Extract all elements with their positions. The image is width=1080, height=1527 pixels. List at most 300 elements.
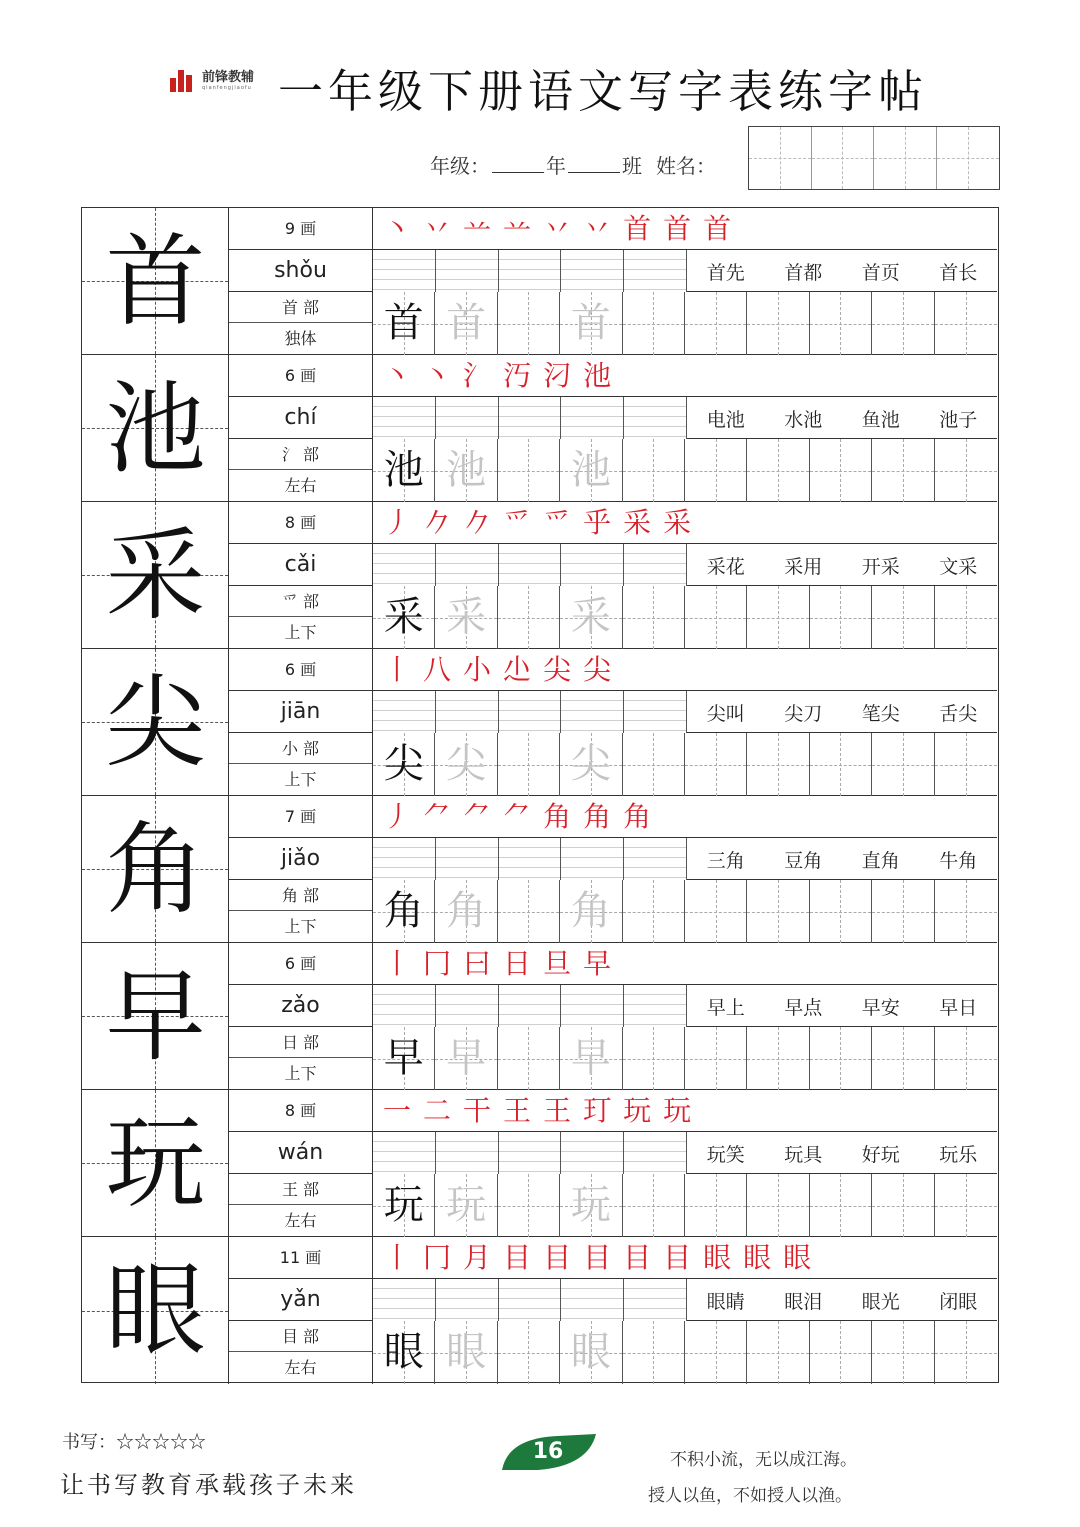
radical: 小 部: [229, 733, 372, 764]
grid-cell[interactable]: [935, 292, 997, 355]
grid-cell[interactable]: [685, 1027, 747, 1090]
example-word: 鱼池: [861, 408, 900, 431]
grid-cell[interactable]: [435, 733, 497, 796]
stroke-step: 日: [503, 947, 532, 980]
words-row: [373, 691, 997, 733]
words-row: [373, 397, 997, 439]
big-character-cell: [82, 649, 229, 795]
stroke-step: 干: [463, 1094, 492, 1127]
stroke-step: 丶: [383, 359, 412, 392]
example-word: 首页: [861, 261, 900, 284]
stroke-count: 8 画: [229, 1090, 372, 1132]
pinyin: chí: [229, 397, 372, 439]
trace-character: 玩: [446, 1182, 487, 1228]
trace-character: 角: [446, 888, 487, 934]
grid-cell[interactable]: [747, 1321, 809, 1384]
stroke-step: ⺈: [423, 800, 452, 833]
character-entry: [82, 1090, 997, 1237]
word-list: [686, 1132, 997, 1174]
grid-cell[interactable]: [373, 1027, 435, 1090]
model-character: 角: [105, 811, 206, 928]
character-entry: [82, 943, 997, 1090]
structure: 左右: [284, 1211, 317, 1230]
grid-cell[interactable]: [373, 439, 435, 502]
stroke-step: 眼: [743, 1241, 772, 1274]
stroke-step: 旦: [543, 947, 572, 980]
class-label: 班: [622, 154, 642, 178]
grid-cell[interactable]: [872, 880, 934, 943]
stroke-step: 乎: [583, 506, 612, 539]
grid-cell[interactable]: [810, 1174, 872, 1237]
word-list: [686, 691, 997, 733]
stroke-step: 氵: [463, 359, 492, 392]
grid-cell[interactable]: [935, 586, 997, 649]
books-icon: [170, 70, 196, 92]
grid-cell[interactable]: [747, 439, 809, 502]
grid-cell[interactable]: [935, 439, 997, 502]
grid-cell[interactable]: [685, 733, 747, 796]
practice-sheet: [81, 207, 999, 1383]
pinyin-practice-lines[interactable]: [373, 838, 686, 880]
solid-character: 采: [383, 594, 424, 640]
logo-subtitle: qianfengjiaofu: [202, 85, 252, 91]
stroke-step: 月: [463, 1241, 492, 1274]
stroke-step: 汅: [503, 359, 532, 392]
example-word: 早点: [784, 996, 823, 1019]
big-character-cell: [82, 943, 229, 1089]
stroke-step: ⺈: [503, 800, 532, 833]
solid-character: 玩: [383, 1182, 424, 1228]
stroke-step: 目: [583, 1241, 612, 1274]
stroke-step: 八: [423, 653, 452, 686]
stroke-step: 丨: [383, 1241, 412, 1274]
structure: 左右: [284, 1358, 317, 1377]
stroke-count: 11 画: [229, 1237, 372, 1279]
structure: 上下: [284, 1064, 317, 1083]
example-word: 好玩: [861, 1143, 900, 1166]
tracing-grid: [373, 1027, 997, 1090]
word-list: [686, 985, 997, 1027]
stroke-step: 丶: [383, 212, 412, 245]
grid-cell[interactable]: [373, 733, 435, 796]
grid-cell[interactable]: [747, 292, 809, 355]
stroke-step: 曰: [463, 947, 492, 980]
trace-character: 眼: [446, 1329, 487, 1375]
grid-cell[interactable]: [872, 586, 934, 649]
trace-character: 池: [446, 447, 487, 493]
stroke-step: 䒑: [463, 212, 492, 245]
radical: 日 部: [229, 1027, 372, 1058]
stroke-step: 一: [383, 1094, 412, 1127]
grid-cell[interactable]: [747, 880, 809, 943]
example-word: 水池: [784, 408, 823, 431]
year-label: 年: [546, 154, 566, 178]
grid-cell[interactable]: [872, 1027, 934, 1090]
big-character-cell: [82, 355, 229, 501]
grid-cell[interactable]: [623, 733, 685, 796]
stroke-step: 二: [423, 1094, 452, 1127]
grid-cell[interactable]: [685, 1321, 747, 1384]
grid-cell[interactable]: [373, 880, 435, 943]
stroke-step: 丷: [583, 212, 612, 245]
stroke-step: 目: [663, 1241, 692, 1274]
example-word: 首都: [784, 261, 823, 284]
trace-character: 首: [570, 300, 611, 346]
grid-cell[interactable]: [872, 439, 934, 502]
character-meta: [229, 796, 373, 942]
grid-cell[interactable]: [935, 880, 997, 943]
grid-cell[interactable]: [498, 586, 560, 649]
grid-cell[interactable]: [435, 586, 497, 649]
pinyin-practice-lines[interactable]: [373, 985, 686, 1027]
stroke-step: 眼: [703, 1241, 732, 1274]
solid-character: 尖: [383, 741, 424, 787]
tracing-grid: [373, 1321, 997, 1384]
word-list: [686, 1279, 997, 1321]
quote-line-2: 授人以鱼，不如授人以渔。: [648, 1486, 852, 1506]
writing-rating: 书写：☆☆☆☆☆: [62, 1432, 206, 1453]
stroke-count: 9 画: [229, 208, 372, 250]
stroke-order-row: [373, 649, 997, 691]
grid-cell[interactable]: [747, 1174, 809, 1237]
example-word: 尖刀: [784, 702, 823, 725]
character-meta: [229, 1237, 373, 1384]
pinyin-practice-lines[interactable]: [373, 544, 686, 586]
grid-cell[interactable]: [935, 733, 997, 796]
grid-cell[interactable]: [685, 292, 747, 355]
example-word: 首长: [939, 261, 978, 284]
model-character: 首: [105, 223, 206, 340]
example-word: 牛角: [939, 849, 978, 872]
grid-cell[interactable]: [498, 1027, 560, 1090]
trace-character: 早: [570, 1035, 611, 1081]
example-word: 尖叫: [706, 702, 745, 725]
class-blank[interactable]: [568, 152, 620, 173]
example-word: 首先: [706, 261, 745, 284]
stroke-step: 目: [543, 1241, 572, 1274]
grid-cell[interactable]: [373, 586, 435, 649]
stroke-count: 6 画: [229, 355, 372, 397]
grid-cell[interactable]: [498, 1321, 560, 1384]
brand-logo: [170, 70, 254, 92]
stroke-count: 7 画: [229, 796, 372, 838]
name-box[interactable]: [748, 126, 1000, 190]
stroke-step: 冂: [423, 947, 452, 980]
grid-cell[interactable]: [435, 1174, 497, 1237]
grid-cell[interactable]: [747, 1027, 809, 1090]
grid-cell[interactable]: [498, 880, 560, 943]
character-meta: [229, 649, 373, 795]
grid-cell[interactable]: [435, 880, 497, 943]
word-list: [686, 838, 997, 880]
example-word: 眼睛: [706, 1290, 745, 1313]
pinyin-practice-lines[interactable]: [373, 250, 686, 292]
words-row: [373, 985, 997, 1027]
big-character-cell: [82, 1090, 229, 1236]
stroke-count: 8 画: [229, 502, 372, 544]
stroke-step: 冂: [423, 1241, 452, 1274]
grid-cell[interactable]: [935, 1321, 997, 1384]
structure: 独体: [284, 329, 317, 348]
stroke-step: 王: [503, 1094, 532, 1127]
structure: 左右: [284, 476, 317, 495]
pinyin-practice-lines[interactable]: [373, 397, 686, 439]
pinyin: jiān: [229, 691, 372, 733]
example-word: 早日: [939, 996, 978, 1019]
pinyin: yǎn: [229, 1279, 372, 1321]
grid-cell[interactable]: [747, 733, 809, 796]
pinyin: cǎi: [229, 544, 372, 586]
model-character: 池: [105, 370, 206, 487]
example-word: 池子: [939, 408, 978, 431]
slogan: 让书写教育承载孩子未来: [60, 1471, 357, 1499]
grid-cell[interactable]: [498, 1174, 560, 1237]
grid-cell[interactable]: [560, 880, 622, 943]
grid-cell[interactable]: [560, 1027, 622, 1090]
grid-cell[interactable]: [623, 586, 685, 649]
grid-cell[interactable]: [498, 733, 560, 796]
trace-character: 尖: [446, 741, 487, 787]
name-label: 姓名：: [656, 154, 716, 178]
grid-cell[interactable]: [498, 292, 560, 355]
pinyin: zǎo: [229, 985, 372, 1027]
structure: 上下: [284, 770, 317, 789]
stroke-step: 采: [623, 506, 652, 539]
example-word: 舌尖: [939, 702, 978, 725]
character-meta: [229, 502, 373, 648]
stroke-step: 玩: [663, 1094, 692, 1127]
grid-cell[interactable]: [623, 1174, 685, 1237]
trace-character: 池: [570, 447, 611, 493]
big-character-cell: [82, 502, 229, 648]
pinyin-practice-lines[interactable]: [373, 1279, 686, 1321]
pinyin: wán: [229, 1132, 372, 1174]
character-entry: [82, 502, 997, 649]
stroke-step: 尐: [503, 653, 532, 686]
stroke-count: 6 画: [229, 649, 372, 691]
stroke-order-row: [373, 355, 997, 397]
example-word: 闭眼: [939, 1290, 978, 1313]
page-title: 一年级下册语文写字表练字帖: [278, 65, 929, 118]
solid-character: 早: [383, 1035, 424, 1081]
words-row: [373, 544, 997, 586]
grade-label: 年级：: [430, 154, 490, 178]
grid-cell[interactable]: [810, 292, 872, 355]
stroke-order-row: [373, 208, 997, 250]
quote-line-1: 不积小流，无以成江海。: [670, 1450, 857, 1470]
stroke-step: 尖: [583, 653, 612, 686]
grid-cell[interactable]: [872, 1174, 934, 1237]
stroke-step: 丷: [423, 212, 452, 245]
grid-cell[interactable]: [435, 439, 497, 502]
radical: 氵 部: [229, 439, 372, 470]
stroke-step: 采: [663, 506, 692, 539]
example-word: 文采: [939, 555, 978, 578]
words-row: [373, 838, 997, 880]
character-entry: [82, 1237, 997, 1384]
grid-cell[interactable]: [435, 1321, 497, 1384]
stroke-step: 𠂊: [423, 506, 452, 539]
grid-cell[interactable]: [435, 1027, 497, 1090]
stroke-step: 丶: [423, 359, 452, 392]
stroke-step: 王: [543, 1094, 572, 1127]
grid-cell[interactable]: [623, 1321, 685, 1384]
grid-cell[interactable]: [560, 292, 622, 355]
stroke-step: 汈: [543, 359, 572, 392]
stroke-step: 首: [623, 212, 652, 245]
stroke-step: 眼: [783, 1241, 812, 1274]
example-word: 早安: [861, 996, 900, 1019]
trace-character: 角: [570, 888, 611, 934]
page-badge: [498, 1432, 598, 1472]
trace-character: 采: [446, 594, 487, 640]
grade-blank[interactable]: [492, 152, 544, 173]
grid-cell[interactable]: [810, 586, 872, 649]
character-entry: [82, 796, 997, 943]
tracing-grid: [373, 733, 997, 796]
grid-cell[interactable]: [810, 1321, 872, 1384]
example-word: 玩具: [784, 1143, 823, 1166]
stroke-count: 6 画: [229, 943, 372, 985]
grid-cell[interactable]: [685, 439, 747, 502]
example-word: 采花: [706, 555, 745, 578]
words-row: [373, 1279, 997, 1321]
stroke-step: 早: [583, 947, 612, 980]
stroke-step: 池: [583, 359, 612, 392]
grid-cell[interactable]: [872, 292, 934, 355]
words-row: [373, 250, 997, 292]
example-word: 玩笑: [706, 1143, 745, 1166]
stroke-order-row: [373, 502, 997, 544]
stroke-step: 首: [663, 212, 692, 245]
grid-cell[interactable]: [747, 586, 809, 649]
stroke-step: 丿: [383, 506, 412, 539]
trace-character: 采: [570, 594, 611, 640]
grid-cell[interactable]: [435, 292, 497, 355]
stroke-step: 丨: [383, 653, 412, 686]
pinyin-practice-lines[interactable]: [373, 691, 686, 733]
page-number: 16: [532, 1439, 564, 1464]
example-word: 电池: [706, 408, 745, 431]
radical: 王 部: [229, 1174, 372, 1205]
tracing-grid: [373, 586, 997, 649]
character-meta: [229, 355, 373, 501]
pinyin: jiǎo: [229, 838, 372, 880]
character-entry: [82, 649, 997, 796]
grid-cell[interactable]: [935, 1174, 997, 1237]
stroke-step: 丨: [383, 947, 412, 980]
model-character: 眼: [105, 1252, 206, 1369]
solid-character: 角: [383, 888, 424, 934]
stroke-step: 䒑: [503, 212, 532, 245]
example-word: 直角: [861, 849, 900, 872]
character-meta: [229, 943, 373, 1089]
character-meta: [229, 208, 373, 354]
solid-character: 池: [383, 447, 424, 493]
radical: 目 部: [229, 1321, 372, 1352]
grid-cell[interactable]: [373, 292, 435, 355]
example-word: 眼光: [861, 1290, 900, 1313]
grid-cell[interactable]: [373, 1321, 435, 1384]
stroke-step: 首: [703, 212, 732, 245]
grid-cell[interactable]: [810, 733, 872, 796]
word-list: [686, 250, 997, 292]
trace-character: 首: [446, 300, 487, 346]
grid-cell[interactable]: [560, 733, 622, 796]
character-meta: [229, 1090, 373, 1236]
model-character: 尖: [105, 664, 206, 781]
trace-character: 玩: [570, 1182, 611, 1228]
solid-character: 首: [383, 300, 424, 346]
stroke-step: 小: [463, 653, 492, 686]
character-entry: [82, 208, 997, 355]
stroke-step: 尖: [543, 653, 572, 686]
stroke-step: ⺈: [463, 800, 492, 833]
grid-cell[interactable]: [623, 292, 685, 355]
grid-cell[interactable]: [560, 1321, 622, 1384]
stroke-order-row: [373, 796, 997, 838]
big-character-cell: [82, 208, 229, 354]
grid-cell[interactable]: [623, 439, 685, 502]
grid-cell[interactable]: [498, 439, 560, 502]
stroke-step: 玩: [623, 1094, 652, 1127]
model-character: 玩: [105, 1105, 206, 1222]
grid-cell[interactable]: [560, 439, 622, 502]
grid-cell[interactable]: [685, 880, 747, 943]
grid-cell[interactable]: [373, 1174, 435, 1237]
grid-cell[interactable]: [810, 1027, 872, 1090]
grid-cell[interactable]: [810, 880, 872, 943]
trace-character: 早: [446, 1035, 487, 1081]
grid-cell[interactable]: [560, 1174, 622, 1237]
grid-cell[interactable]: [560, 586, 622, 649]
stroke-step: 角: [623, 800, 652, 833]
radical: 首 部: [229, 292, 372, 323]
grid-cell[interactable]: [872, 1321, 934, 1384]
grid-cell[interactable]: [935, 1027, 997, 1090]
stroke-step: 玎: [583, 1094, 612, 1127]
radical: 角 部: [229, 880, 372, 911]
grid-cell[interactable]: [872, 733, 934, 796]
stroke-step: 丷: [543, 212, 572, 245]
grid-cell[interactable]: [685, 586, 747, 649]
example-word: 早上: [706, 996, 745, 1019]
stroke-order-row: [373, 1237, 997, 1279]
words-row: [373, 1132, 997, 1174]
stroke-step: 目: [503, 1241, 532, 1274]
grid-cell[interactable]: [623, 880, 685, 943]
grid-cell[interactable]: [623, 1027, 685, 1090]
example-word: 眼泪: [784, 1290, 823, 1313]
grid-cell[interactable]: [685, 1174, 747, 1237]
stroke-step: 角: [583, 800, 612, 833]
model-character: 早: [105, 958, 206, 1075]
trace-character: 尖: [570, 741, 611, 787]
grid-cell[interactable]: [810, 439, 872, 502]
structure: 上下: [284, 917, 317, 936]
tracing-grid: [373, 292, 997, 355]
pinyin-practice-lines[interactable]: [373, 1132, 686, 1174]
word-list: [686, 397, 997, 439]
character-entry: [82, 355, 997, 502]
structure: 上下: [284, 623, 317, 642]
stroke-order-row: [373, 1090, 997, 1132]
tracing-grid: [373, 439, 997, 502]
word-list: [686, 544, 997, 586]
big-character-cell: [82, 796, 229, 942]
student-info: [430, 150, 716, 179]
tracing-grid: [373, 1174, 997, 1237]
